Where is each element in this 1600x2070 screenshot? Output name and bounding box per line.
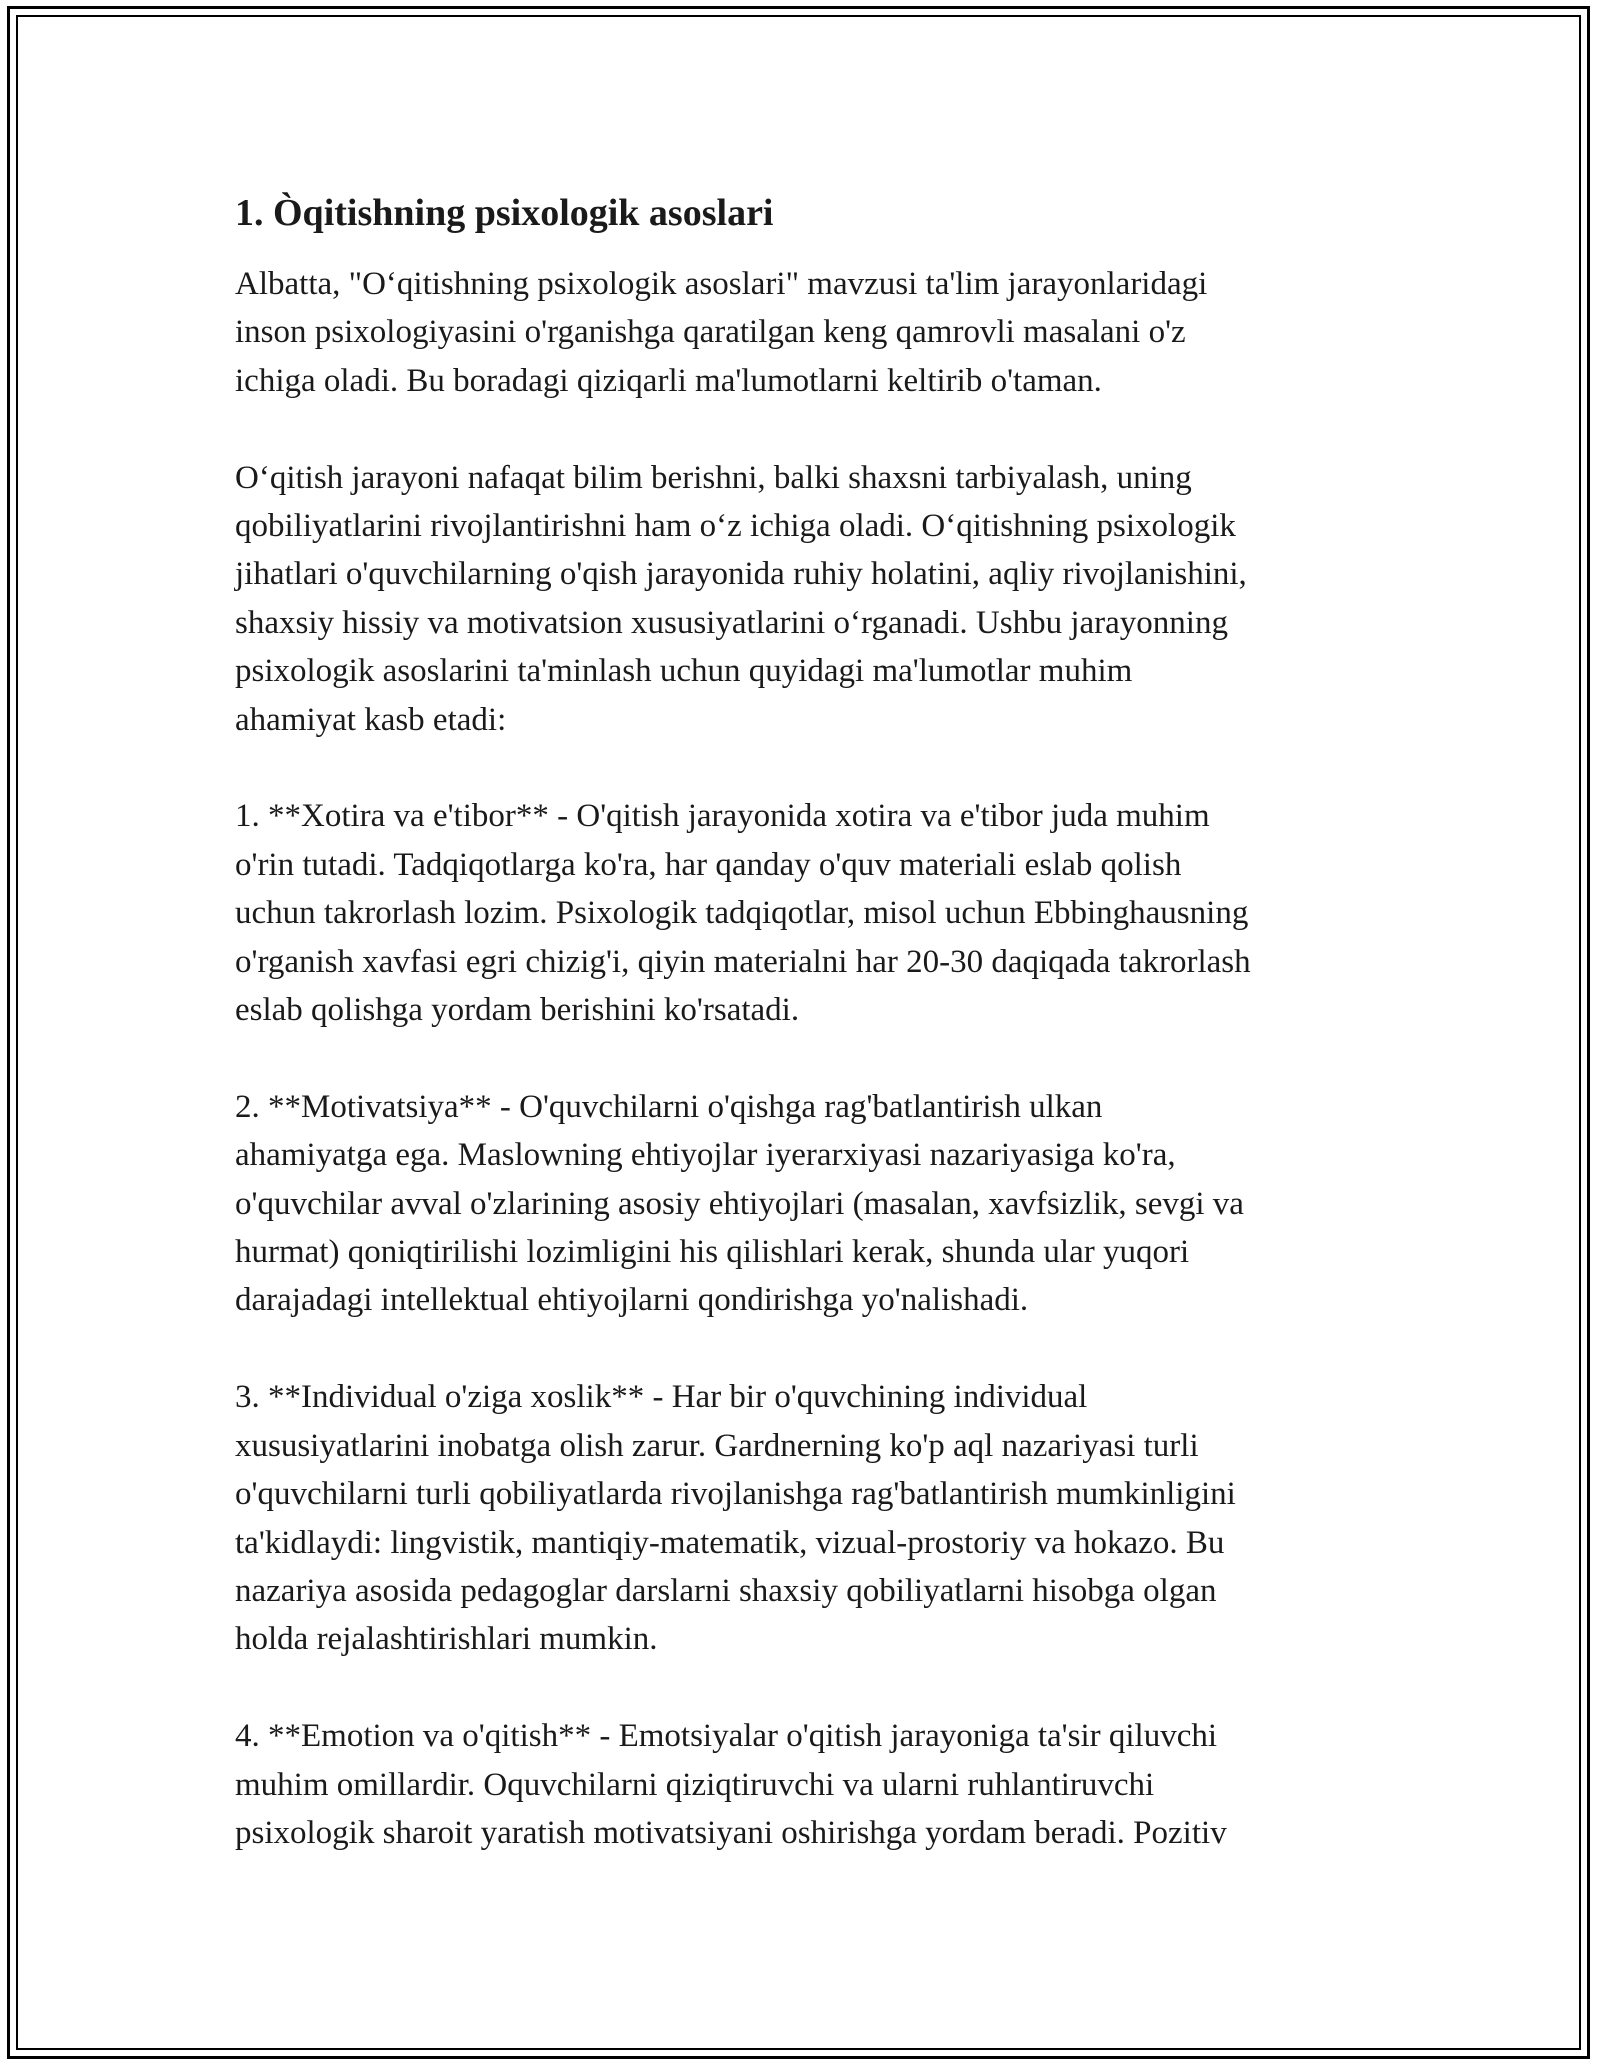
paragraph-overview: [235, 454, 1375, 744]
text-line: ichiga oladi. Bu boradagi qiziqarli ma'lumotlarni keltirib o'taman.: [235, 362, 1102, 399]
text-line: ahamiyat kasb etadi:: [235, 701, 507, 738]
text-line: holda rejalashtirishlari mumkin.: [235, 1621, 658, 1658]
paragraph-intro: [235, 260, 1375, 405]
text-line: psixologik asoslarini ta'minlash uchun quyidagi ma'lumotlar muhim: [235, 653, 1133, 690]
text-line: o'rin tutadi. Tadqiqotlarga ko'ra, har qanday o'quv materiali eslab qolish: [235, 846, 1182, 883]
text-line: 2. **Motivatsiya** - O'quvchilarni o'qishga rag'batlantirish ulkan: [235, 1088, 1103, 1125]
text-line: darajadagi intellektual ehtiyojlarni qondirishga yo'nalishadi.: [235, 1282, 1029, 1319]
text-line: shaxsiy hissiy va motivatsion xususiyatlarini o‘rganadi. Ushbu jarayonning: [235, 604, 1228, 641]
text-line: o'rganish xavfasi egri chizig'i, qiyin materialni har 20-30 daqiqada takrorlash: [235, 943, 1251, 980]
text-line: O‘qitish jarayoni nafaqat bilim berishni, balki shaxsni tarbiyalash, uning: [235, 459, 1192, 496]
text-line: hurmat) qoniqtirilishi lozimligini his qilishlari kerak, shunda ular yuqori: [235, 1234, 1190, 1271]
text-line: inson psixologiyasini o'rganishga qaratilgan keng qamrovli masalani o'z: [235, 314, 1186, 351]
document-body: [235, 188, 1375, 1857]
paragraph-item-motivation: [235, 1083, 1375, 1325]
text-line: 1. **Xotira va e'tibor** - O'qitish jarayonida xotira va e'tibor juda muhim: [235, 798, 1210, 835]
text-line: ahamiyatga ega. Maslowning ehtiyojlar iyerarxiyasi nazariyasiga ko'ra,: [235, 1137, 1176, 1174]
text-line: jihatlari o'quvchilarning o'qish jarayonida ruhiy holatini, aqliy rivojlanishini,: [235, 556, 1247, 593]
document-title: 1. Òqitishning psixologik asoslari: [235, 192, 774, 234]
text-line: muhim omillardir. Oquvchilarni qiziqtiruvchi va ularni ruhlantiruvchi: [235, 1766, 1155, 1803]
paragraph-item-individuality: [235, 1373, 1375, 1663]
text-line: Albatta, "O‘qitishning psixologik asoslari" mavzusi ta'lim jarayonlaridagi: [235, 266, 1208, 302]
text-line: 4. **Emotion va o'qitish** - Emotsiyalar o'qitish jarayoniga ta'sir qiluvchi: [235, 1718, 1218, 1755]
paragraph-item-emotion: [235, 1712, 1375, 1857]
text-line: uchun takrorlash lozim. Psixologik tadqiqotlar, misol uchun Ebbinghausning: [235, 895, 1249, 932]
text-line: 3. **Individual o'ziga xoslik** - Har bir o'quvchining individual: [235, 1379, 1088, 1416]
text-line: eslab qolishga yordam berishini ko'rsatadi.: [235, 992, 800, 1029]
text-line: o'quvchilarni turli qobiliyatlarda rivojlanishga rag'batlantirish mumkinligini: [235, 1476, 1236, 1513]
text-line: ta'kidlaydi: lingvistik, mantiqiy-matematik, vizual-prostoriy va hokazo. Bu: [235, 1524, 1225, 1561]
paragraph-item-memory: [235, 792, 1375, 1034]
text-line: psixologik sharoit yaratish motivatsiyani oshirishga yordam beradi. Pozitiv: [235, 1814, 1227, 1851]
text-line: o'quvchilar avval o'zlarining asosiy ehtiyojlari (masalan, xavfsizlik, sevgi va: [235, 1185, 1244, 1222]
text-line: xususiyatlarini inobatga olish zarur. Gardnerning ko'p aql nazariyasi turli: [235, 1427, 1199, 1464]
text-line: qobiliyatlarini rivojlantirishni ham o‘z ichiga oladi. O‘qitishning psixologik: [235, 508, 1236, 545]
text-line: nazariya asosida pedagoglar darslarni shaxsiy qobiliyatlarni hisobga olgan: [235, 1572, 1217, 1609]
